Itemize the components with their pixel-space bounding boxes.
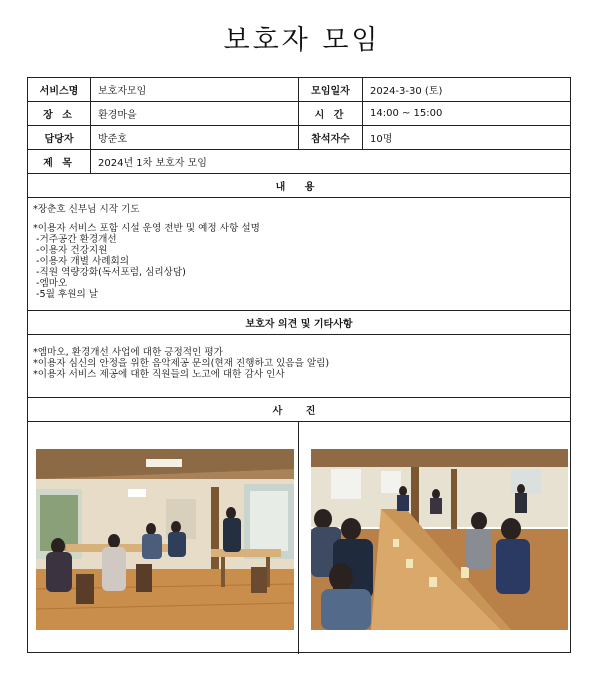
meeting-report-table [27, 77, 571, 653]
long-table-photo [311, 449, 568, 630]
document-title: 보호자 모임 [223, 25, 381, 56]
photo-cell-right [299, 422, 572, 654]
opinion-line: *이용자 서비스 제공에 대한 직원들의 노고에 대한 감사 인사 [33, 369, 285, 380]
opinion-line: *이용자 심신의 안정을 위한 음악제공 문의(현재 진행하고 있음을 알림) [33, 358, 330, 369]
content-line: -이용자 개별 사례회의 [33, 256, 130, 267]
content-header: 내 용 [28, 174, 570, 198]
content-line: -이용자 건강지원 [33, 245, 108, 256]
content-line: *장춘호 신부님 시작 기도 [33, 204, 140, 215]
content-line: *이용자 서비스 포함 시설 운영 전반 및 예정 사항 설명 [33, 223, 260, 234]
info-row-place [28, 102, 570, 126]
manager-value: 방준호 [91, 126, 299, 149]
content-line: -거주공간 환경개선 [33, 234, 117, 245]
attendees-value: 10명 [370, 134, 393, 145]
service-label: 서비스명 [28, 78, 91, 101]
subject-value: 2024년 1차 보호자 모임 [98, 158, 207, 169]
content-body [28, 198, 570, 311]
place-value: 환경마을 [91, 102, 299, 125]
photo-area [28, 422, 570, 654]
photo-cell-left [28, 422, 299, 654]
manager-label: 담당자 [28, 126, 91, 149]
photo-header: 사 진 [28, 398, 570, 422]
info-row-service [28, 78, 570, 102]
content-line: -엠마오 [33, 278, 68, 289]
attendees-label: 참석자수 [299, 126, 363, 149]
opinion-body [28, 335, 570, 398]
time-label: 시 간 [299, 102, 363, 125]
place-label: 장 소 [28, 102, 91, 125]
meeting-room-photo [36, 449, 294, 630]
subject-label: 제 목 [28, 150, 91, 173]
service-value: 보호자모임 [91, 78, 299, 101]
date-label: 모임일자 [299, 78, 363, 101]
info-row-subject [28, 150, 570, 174]
time-value: 14:00 ~ 15:00 [370, 108, 443, 119]
date-value: 2024-3-30 (토) [370, 86, 443, 97]
opinion-header: 보호자 의견 및 기타사항 [28, 311, 570, 335]
content-line: -5월 후원의 날 [33, 289, 99, 300]
content-line: -직원 역량강화(독서포럼, 심리상담) [33, 267, 186, 278]
info-row-manager [28, 126, 570, 150]
opinion-line: *엠마오, 환경개선 사업에 대한 긍정적인 평가 [33, 347, 223, 358]
